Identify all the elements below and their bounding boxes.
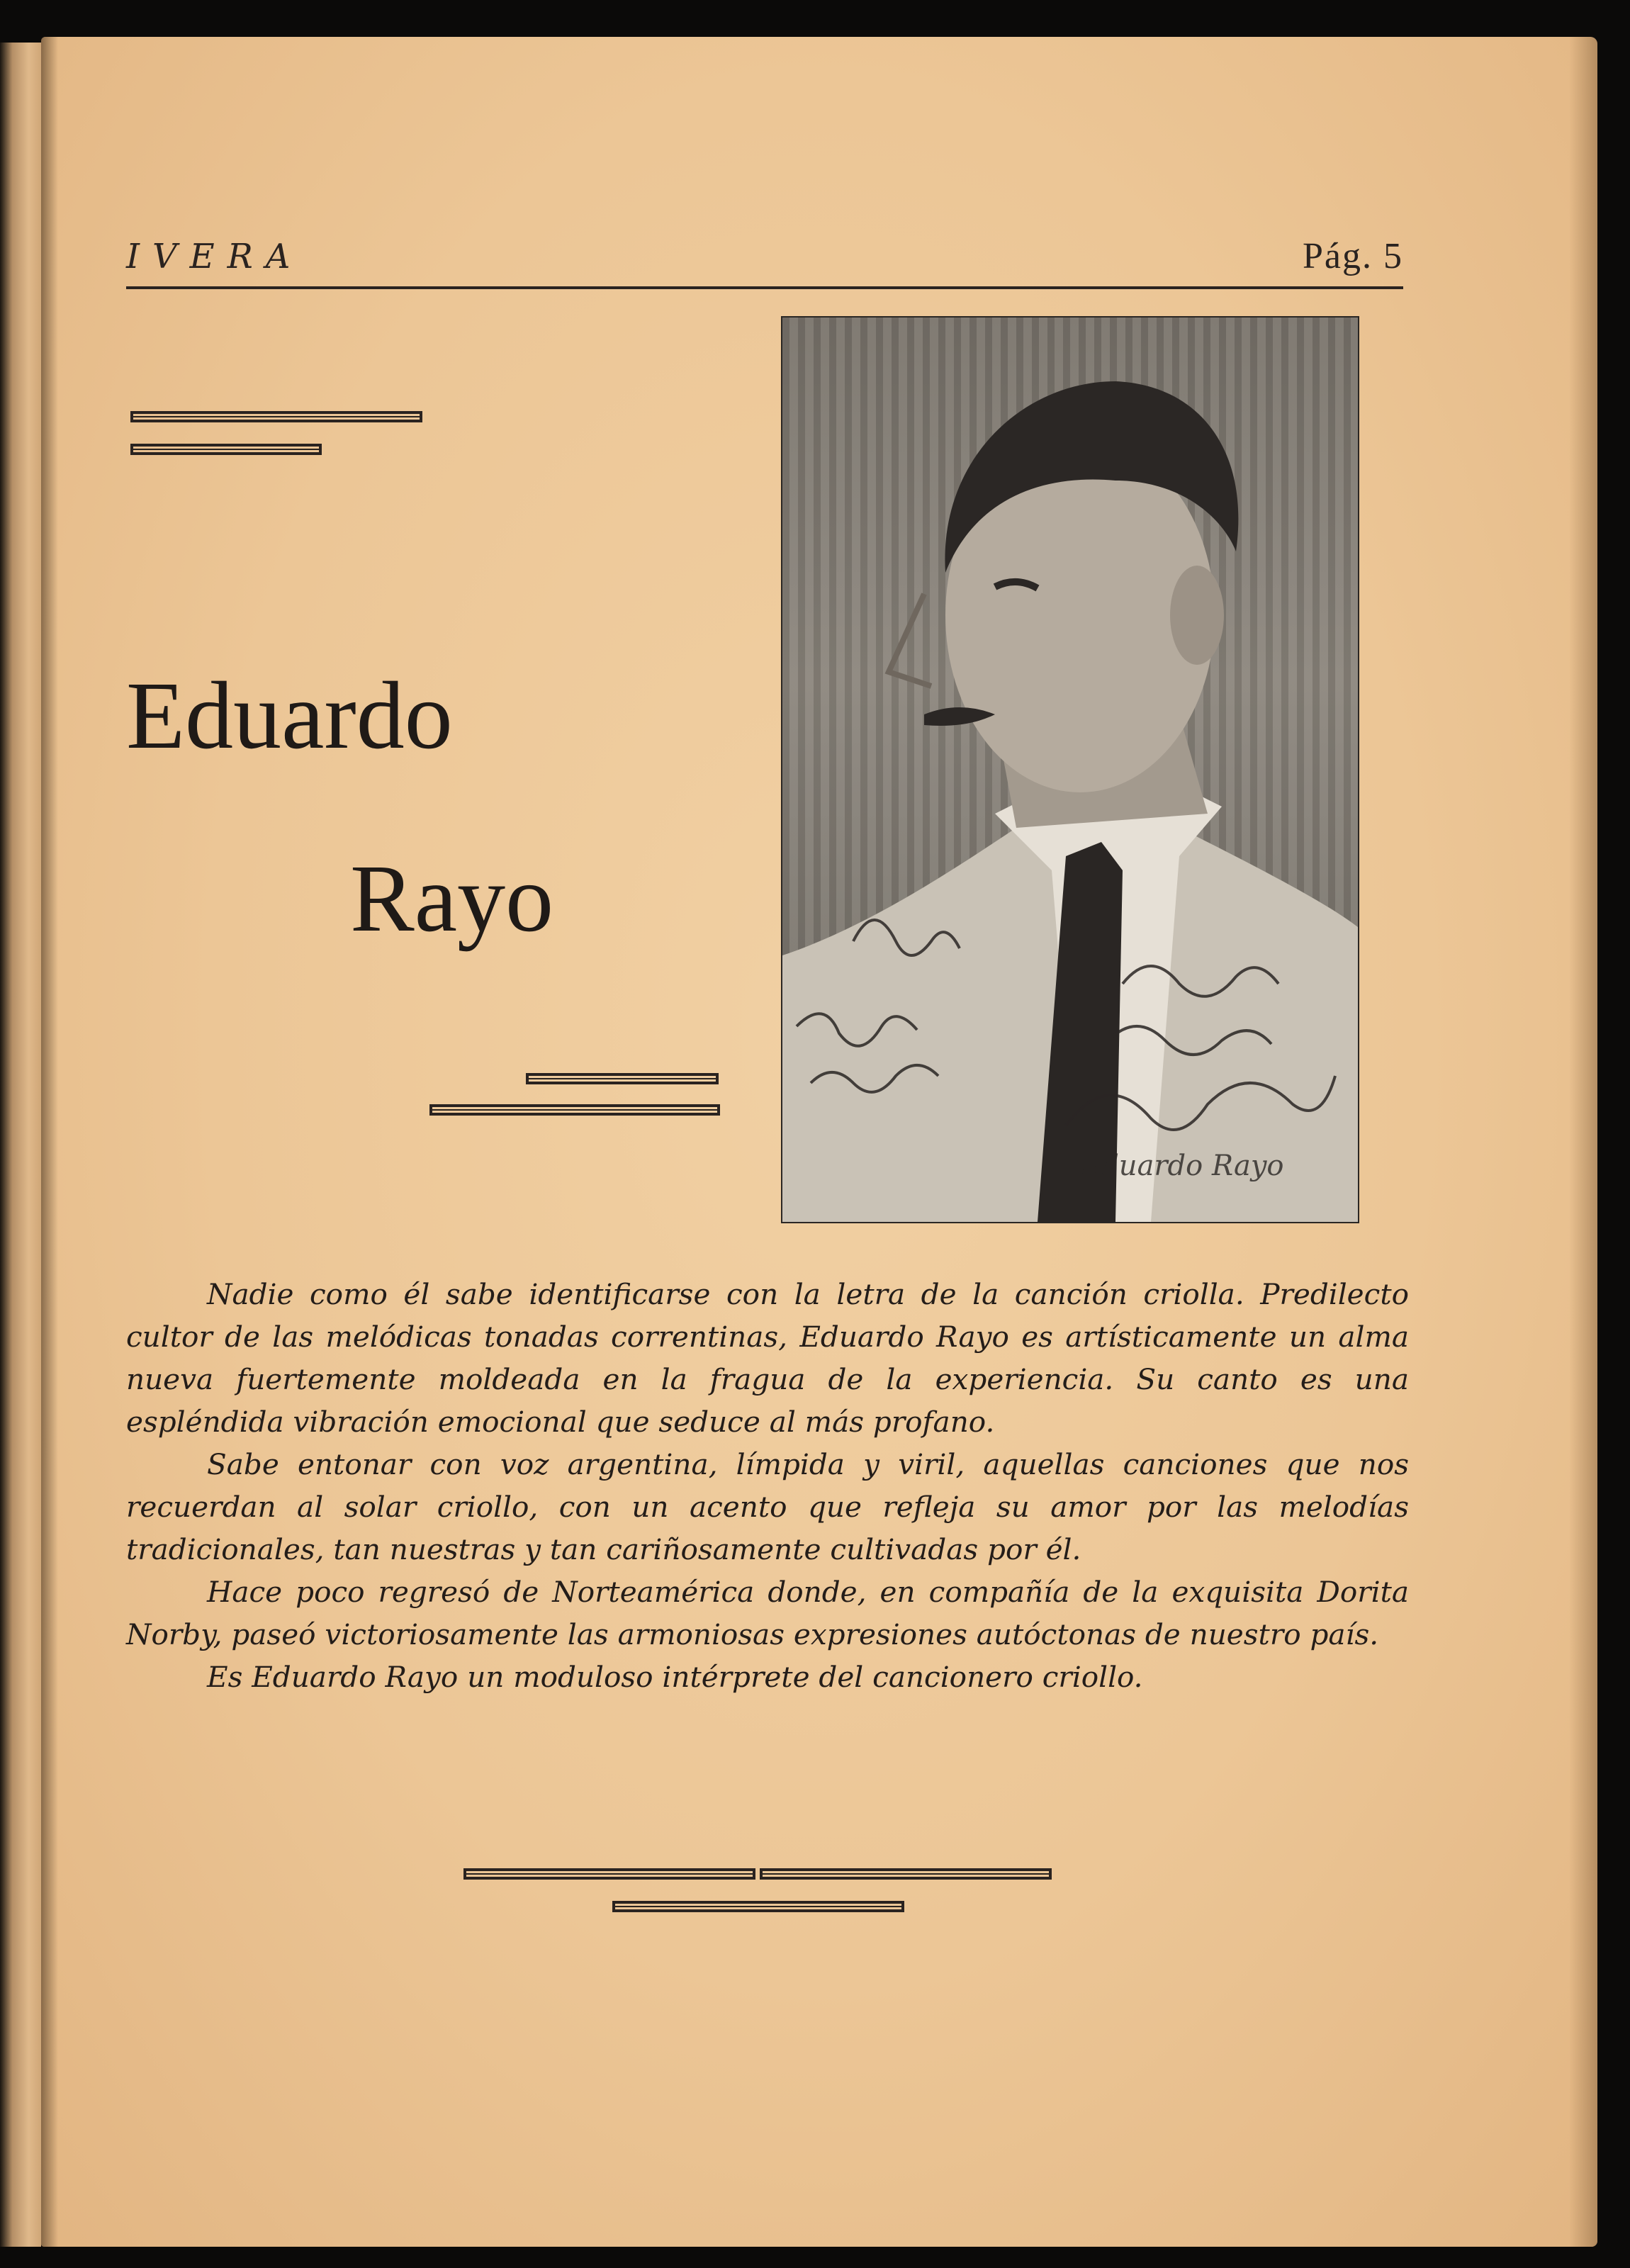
- article-paragraph: Nadie como él sabe identificarse con la letra de la canción criolla. Predilecto cultor de las melódicas tonadas correntinas, Eduardo Rayo es artísticamente un alma nueva fuertemente moldeada en la fragua de la experiencia. Su canto es una espléndida vibración emocional que seduce al más profano.: [126, 1277, 1409, 1439]
- running-head: IVERA: [126, 237, 303, 276]
- article-body: [126, 1273, 1409, 1698]
- portrait-illustration: [782, 318, 1358, 1222]
- article-paragraph: Es Eduardo Rayo un moduloso intérprete del cancionero criollo.: [207, 1660, 1143, 1694]
- magazine-page: [41, 37, 1597, 2247]
- portrait-photo: [781, 316, 1359, 1223]
- article-title-last-name: Rayo: [350, 846, 554, 952]
- article-paragraph: Sabe entonar con voz argentina, límpida y viril, aquellas canciones que nos recuerdan al solar criollo, con un acento que refleja su amor por las melodías tradicionales, tan nuestras y tan cariñosamente cultivadas por él.: [126, 1447, 1409, 1566]
- article-paragraph: Hace poco regresó de Norteamérica donde, en compañía de la exquisita Dorita Norby, paseó victoriosamente las armoniosas expresiones autóctonas de nuestro país.: [126, 1575, 1409, 1651]
- facing-page-edge: [0, 43, 41, 2247]
- page-number: Pág. 5: [1303, 236, 1403, 276]
- page-edge-shade: [1569, 37, 1597, 2247]
- article-title-first-name: Eduardo: [126, 663, 453, 769]
- gutter-shadow: [41, 37, 58, 2247]
- page-header: [126, 201, 1403, 289]
- photo-signature: Eduardo Rayo: [1080, 1150, 1284, 1182]
